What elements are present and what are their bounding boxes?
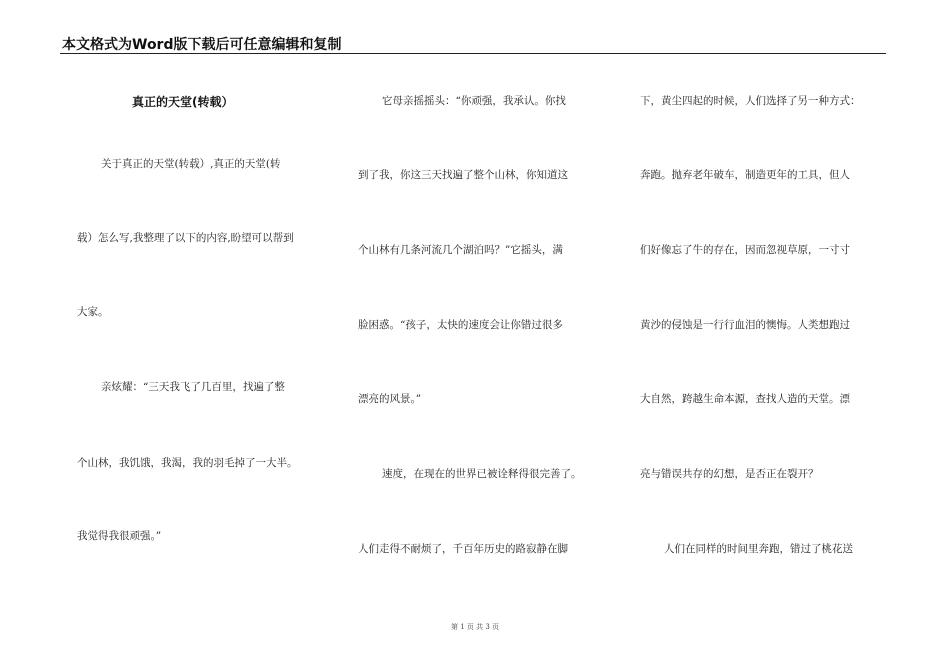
paragraph-line: 下，黄尘四起的时候，人们选择了另一种方式： (640, 95, 861, 107)
page-number: 第 1 页 共 3 页 (450, 623, 500, 631)
paragraph-line: 奔跑。抛弃老年破车，制造更年的工具，但人 (640, 169, 850, 181)
header-divider (60, 53, 886, 54)
paragraph-line: 速度，在现在的世界已被诠释得很完善了。 (382, 468, 582, 480)
paragraph-line: 亲炫耀：“三天我飞了几百里，找遍了整 (101, 381, 285, 393)
paragraph-line: 人们在同样的时间里奔跑，错过了桃花送 (664, 543, 853, 555)
paragraph-line: 漂亮的风景。” (358, 393, 422, 405)
paragraph-line: 亮与错误共存的幻想，是否正在裂开？ (640, 468, 819, 480)
paragraph-line: 个山林有几条河流几个湖泊吗？”它摇头，满 (358, 244, 563, 256)
paragraph-line: 它母亲摇摇头：“你顽强，我承认。你找 (382, 95, 566, 107)
paragraph-line: 我觉得我很顽强。” (77, 530, 162, 542)
document-header-title: 本文格式为Word版下载后可任意编辑和复制 (62, 37, 342, 53)
paragraph-line: 载）怎么写,我整理了以下的内容,盼望可以帮到 (77, 232, 294, 244)
paragraph-line: 关于真正的天堂(转载）,真正的天堂(转 (101, 158, 281, 170)
paragraph-line: 人们走得不耐烦了，千百年历史的路寂静在脚 (358, 543, 568, 555)
paragraph-line: 到了我，你这三天找遍了整个山林，你知道这 (358, 169, 568, 181)
paragraph-line: 黄沙的侵蚀是一行行血泪的懊悔。人类想跑过 (640, 319, 850, 331)
paragraph-line: 大自然，跨越生命本源，查找人造的天堂。漂 (640, 393, 850, 405)
paragraph-line: 脸困惑。“孩子，太快的速度会让你错过很多 (358, 319, 563, 331)
paragraph-line: 个山林，我饥饿，我渴，我的羽毛掉了一大半。 (77, 457, 298, 469)
paragraph-line: 大家。 (77, 306, 109, 318)
article-title: 真正的天堂(转载） (132, 95, 234, 109)
paragraph-line: 们好像忘了牛的存在，因而忽视草原，一寸寸 (640, 244, 850, 256)
